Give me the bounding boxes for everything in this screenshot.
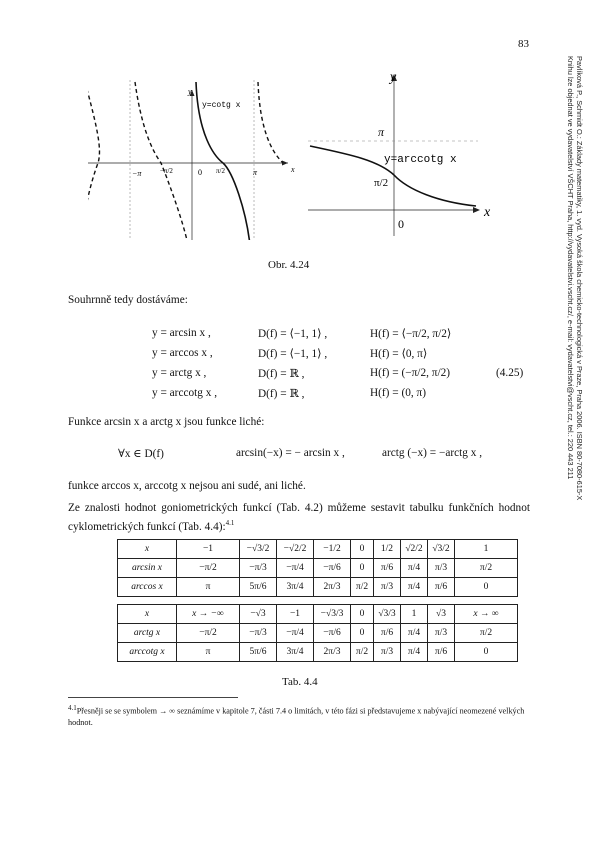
summary-row [0,387,560,404]
table-cell: 2π/3 [314,578,351,597]
footnote-mark: 4.1 [68,704,77,712]
cotg-branch-left [88,82,99,240]
row-header: x [118,605,177,624]
table-cell: 0 [351,605,374,624]
footnote-rule [68,697,238,698]
table-cell: −√3/3 [314,605,351,624]
table-cell: √3 [428,605,455,624]
summary-domain: D(f) = ℝ , [258,368,305,380]
table-caption: Tab. 4.4 [282,676,318,688]
table-cell: π/2 [455,559,518,578]
tick-neg-half-pi: −π/2 [160,167,173,175]
table-cell: 1/2 [374,540,401,559]
table-cell: √3/3 [374,605,401,624]
row-header: x [118,540,177,559]
row-header: arccotg x [118,643,177,662]
summary-function: y = arccos x , [152,347,213,359]
table-cell: −π/6 [314,559,351,578]
side-note-line-2: Knihu lze objednat ve vydavatelství VŠCHT Praha, http://vydavatelstvi.vscht.cz/, e-mail: vydavatelstvi@vscht.cz, tel.: 220 443 211 [566,56,575,480]
table-cell: −π/2 [177,624,240,643]
summary-domain: D(f) = ℝ , [258,388,305,400]
cotg-plot [88,80,308,240]
odd-equation [0,447,560,464]
row-header: arccos x [118,578,177,597]
table2-row [118,643,518,662]
table-cell: π/6 [428,578,455,597]
table-cell: 1 [401,605,428,624]
table-cell: −π/2 [177,559,240,578]
curve-label: y=arccotg x [384,154,457,166]
table-cell: 0 [351,559,374,578]
table-cell: −π/3 [240,559,277,578]
summary-row [0,367,560,384]
cotg-branch-mid-left [135,82,188,240]
summary-function: y = arcsin x , [152,327,211,339]
summary-range: H(f) = (−π/2, π/2) [370,367,450,379]
origin-label: 0 [398,217,404,231]
table-cell: −√2/2 [277,540,314,559]
side-note [560,56,584,596]
footnote [68,703,530,728]
table-cell: π/2 [351,643,374,662]
table-cell: −π/4 [277,624,314,643]
table1-row [118,540,518,559]
table-cell: π/3 [374,578,401,597]
table-cell: π [177,578,240,597]
table-cell: π/2 [351,578,374,597]
x-axis-label: x [291,165,295,174]
table-cell: √2/2 [401,540,428,559]
y-axis-label: y [188,87,192,96]
table-cell: π/3 [428,559,455,578]
cotg-branch-right [258,82,283,163]
page-number: 83 [518,38,529,50]
table-cell: x → ∞ [455,605,518,624]
table-cell: −1 [277,605,314,624]
table-cell: π/6 [374,559,401,578]
table-cell: 0 [455,578,518,597]
table-cell: π/2 [455,624,518,643]
table-intro [68,501,530,535]
odd-intro: Funkce arcsin x a arctg x jsou funkce liché: [68,416,265,428]
table-cell: π/4 [401,559,428,578]
footnote-ref: 4.1 [225,519,235,527]
table-cell: 3π/4 [277,578,314,597]
y-axis-label: y [390,70,397,85]
row-header: arcsin x [118,559,177,578]
summary-domain: D(f) = ⟨−1, 1⟩ , [258,328,328,340]
table-cell: 0 [351,624,374,643]
table-cell: √3/2 [428,540,455,559]
table-cell: π/4 [401,643,428,662]
tick-half-pi: π/2 [374,177,389,189]
table-cell: −1/2 [314,540,351,559]
table-cell: 5π/6 [240,578,277,597]
table2-row [118,624,518,643]
table-cell: π/3 [428,624,455,643]
tick-pi: π [378,125,385,139]
table-cell: x → −∞ [177,605,240,624]
values-table-1 [117,539,518,597]
tick-zero: 0 [198,168,202,177]
arccotg-plot [308,68,498,238]
summary-range: H(f) = (0, π) [370,387,426,399]
summary-row [0,327,560,344]
tick-neg-pi: −π [132,169,142,178]
arctg-odd: arctg (−x) = −arctg x , [382,447,483,459]
tick-half-pi: π/2 [216,167,225,175]
table-cell: 0 [351,540,374,559]
table-cell: −π/4 [277,559,314,578]
table-cell: 1 [455,540,518,559]
values-table-2 [117,604,518,662]
row-header: arctg x [118,624,177,643]
table-cell: −√3/2 [240,540,277,559]
table-cell: π/6 [374,624,401,643]
table-cell: 0 [455,643,518,662]
summary-row [0,347,560,364]
table-cell: π/4 [401,578,428,597]
side-note-line-1: Pavlíková P., Schmidt O.: Základy matematiky, 1. vyd. Vysoká škola chemicko-technologická v Praze, Praha 2006. ISBN 80-7080-615-X [575,56,584,501]
table-cell: −1 [177,540,240,559]
table-intro-text: Ze znalosti hodnot goniometrických funkcí (Tab. 4.2) můžeme sestavit tabulku funkčních hodnot cyklometrických funkcí (Tab. 4.4): [68,502,530,533]
figure-caption: Obr. 4.24 [268,259,310,271]
table-cell: −π/6 [314,624,351,643]
table-cell: π/6 [428,643,455,662]
summary-intro: Souhrnně tedy dostáváme: [68,294,188,306]
table-cell: 5π/6 [240,643,277,662]
table-cell: −√3 [240,605,277,624]
arcsin-odd: arcsin(−x) = − arcsin x , [236,447,345,459]
summary-domain: D(f) = ⟨−1, 1⟩ , [258,348,328,360]
table1-row [118,559,518,578]
footnote-text: Přesněji se se symbolem → ∞ seznámíme v kapitole 7, části 7.4 o limitách, v této fázi si představujeme x nabývající neomezené velkých hodnot. [68,706,525,727]
summary-range: H(f) = ⟨0, π⟩ [370,348,428,360]
not-odd-text: funkce arccos x, arccotg x nejsou ani sudé, ani liché. [68,480,306,492]
summary-range: H(f) = ⟨−π/2, π/2⟩ [370,328,452,340]
quantifier: ∀x ∈ D(f) [118,448,164,460]
table-cell: π/3 [374,643,401,662]
summary-function: y = arccotg x , [152,387,218,399]
curve-label: y=cotg x [202,101,241,110]
summary-function: y = arctg x , [152,367,207,379]
table-cell: π/4 [401,624,428,643]
table1-row [118,578,518,597]
table-cell: 2π/3 [314,643,351,662]
x-axis-label: x [484,205,491,220]
table-cell: 3π/4 [277,643,314,662]
table-cell: −π/3 [240,624,277,643]
table-cell: π [177,643,240,662]
table2-row [118,605,518,624]
equation-number: (4.25) [496,367,524,379]
tick-pi: π [253,168,258,177]
